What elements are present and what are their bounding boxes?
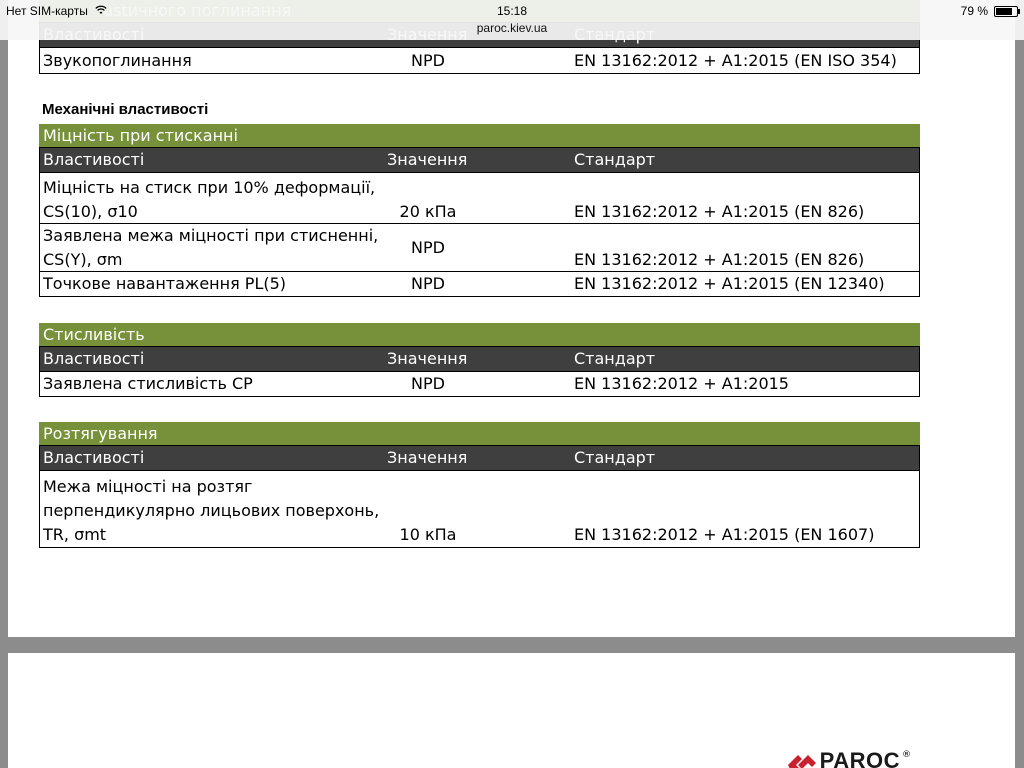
cell-property-line: Заявлена межа міцності при стисненні, — [43, 226, 379, 245]
cell-property: Звукопоглинання — [43, 51, 192, 70]
header-standard: Стандарт — [574, 150, 656, 169]
cell-standard: EN 13162:2012 + A1:2015 (EN 826) — [574, 202, 865, 221]
cell-standard: EN 13162:2012 + A1:2015 (EN 826) — [574, 250, 865, 269]
cell-value: 10 кПа — [399, 525, 457, 544]
cell-property-line: TR, σmt — [43, 525, 107, 544]
section-bar-tension: Розтягування — [39, 422, 920, 445]
table-row — [40, 371, 919, 396]
cell-value: NPD — [411, 238, 445, 257]
cell-property — [43, 224, 378, 272]
cell-property-line: CS(10), σ10 — [43, 202, 138, 221]
paroc-logo — [788, 748, 911, 768]
battery-percent: 79 % — [960, 4, 988, 18]
cell-value: NPD — [411, 274, 445, 293]
table-header — [40, 347, 919, 371]
table-tension — [39, 445, 920, 548]
paroc-logo-text: PAROC — [819, 748, 900, 768]
cell-property: Заявлена стисливість CP — [43, 374, 253, 393]
section-bar-compressibility: Стисливість — [39, 323, 920, 346]
registered-mark: ® — [902, 750, 911, 760]
header-property: Властивості — [43, 150, 145, 169]
cell-standard: EN 13162:2012 + A1:2015 — [574, 374, 789, 393]
cell-value: NPD — [411, 374, 445, 393]
paroc-logo-mark-icon — [788, 751, 818, 768]
table-row — [40, 172, 919, 223]
battery-icon — [994, 6, 1018, 17]
cell-property — [43, 176, 375, 224]
table-compression — [39, 147, 920, 297]
carrier-label: Нет SIM-карты — [6, 4, 88, 18]
address-bar[interactable]: paroc.kiev.ua — [476, 21, 548, 35]
table-compressibility — [39, 346, 920, 397]
table-header — [40, 446, 919, 470]
battery-status — [961, 4, 1018, 18]
cell-property-line: Межа міцності на розтяг — [43, 477, 253, 496]
battery-fill — [996, 8, 1012, 15]
table-row — [40, 47, 919, 73]
cell-property-line: CS(Y), σm — [43, 250, 123, 269]
table-row — [40, 223, 919, 271]
header-property: Властивості — [43, 448, 145, 467]
pdf-page[interactable] — [8, 653, 1015, 768]
cell-property — [43, 475, 379, 547]
ios-status-bar — [0, 0, 1024, 40]
cell-property-line: Міцність на стиск при 10% деформації, — [43, 178, 376, 197]
table-row — [40, 271, 919, 296]
header-property: Властивості — [43, 349, 145, 368]
cell-standard: EN 13162:2012 + A1:2015 (EN 1607) — [574, 525, 875, 544]
header-standard: Стандарт — [574, 448, 656, 467]
cell-property: Точкове навантаження PL(5) — [43, 274, 287, 293]
clock: 15:18 — [496, 4, 528, 18]
section-bar-compression: Міцність при стисканні — [39, 124, 920, 147]
cell-value: NPD — [411, 51, 445, 70]
cell-value: 20 кПа — [399, 202, 457, 221]
header-value: Значення — [387, 349, 468, 368]
table-header — [40, 148, 919, 172]
cell-standard: EN 13162:2012 + A1:2015 (EN 12340) — [574, 274, 885, 293]
section-heading-mechanical: Механічні властивості — [42, 101, 209, 118]
cell-standard: EN 13162:2012 + A1:2015 (EN ISO 354) — [574, 51, 897, 70]
cell-property-line: перпендикулярно лицьових поверхонь, — [43, 501, 380, 520]
header-standard: Стандарт — [574, 349, 656, 368]
header-value: Значення — [387, 448, 468, 467]
table-row — [40, 470, 919, 547]
pdf-page[interactable] — [8, 0, 1015, 637]
header-value: Значення — [387, 150, 468, 169]
